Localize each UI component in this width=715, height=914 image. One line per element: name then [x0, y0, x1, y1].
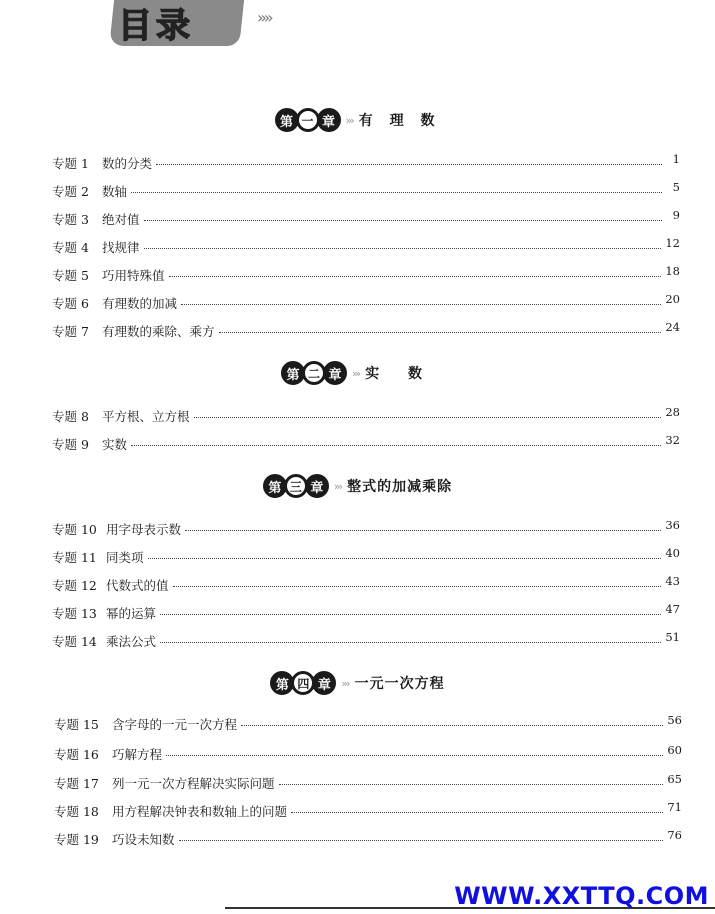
badge-char: 章	[317, 108, 341, 132]
badge-char: 章	[305, 474, 329, 498]
toc-title: 绝对值	[102, 212, 140, 227]
toc-label: 专题 3	[52, 212, 89, 227]
toc-title: 数轴	[102, 184, 128, 199]
toc-title: 实数	[102, 437, 128, 452]
toc-page-number: 76	[667, 828, 682, 842]
chapter-heading-4	[0, 671, 715, 695]
toc-label: 专题 15	[54, 717, 99, 732]
toc-title: 含字母的一元一次方程	[112, 717, 238, 732]
toc-entry[interactable]	[52, 632, 680, 650]
toc-label: 专题 11	[52, 550, 97, 565]
badge-char: 第	[275, 108, 299, 132]
toc-label: 专题 19	[54, 832, 99, 847]
toc-leader	[241, 725, 663, 726]
chapter-title: 实 数	[365, 366, 435, 382]
toc-label: 专题 10	[52, 522, 97, 537]
toc-label: 专题 1	[52, 156, 89, 171]
chapter-arrows: ›››	[345, 113, 353, 127]
toc-entry[interactable]	[54, 745, 682, 763]
toc-entry[interactable]	[52, 520, 680, 538]
toc-leader	[279, 784, 664, 785]
toc-page-number: 40	[665, 546, 680, 560]
page-header	[112, 0, 271, 46]
toc-entry[interactable]	[52, 294, 680, 312]
toc-entry[interactable]	[52, 322, 680, 340]
toc-title: 巧设未知数	[112, 832, 175, 847]
toc-title: 有理数的加减	[102, 296, 178, 311]
toc-label: 专题 9	[52, 437, 89, 452]
chapter-badge	[263, 474, 326, 498]
toc-leader	[160, 642, 661, 643]
toc-page-number: 56	[667, 713, 682, 727]
toc-page-number: 28	[665, 405, 680, 419]
toc-page-number: 18	[665, 264, 680, 278]
toc-title: 用字母表示数	[106, 522, 182, 537]
badge-char: 第	[281, 361, 305, 385]
toc-leader	[131, 192, 662, 193]
toc-label: 专题 12	[52, 578, 97, 593]
toc-title: 列一元一次方程解决实际问题	[112, 776, 275, 791]
chapter-arrows: ›››	[333, 479, 342, 493]
chapter-title: 有 理 数	[358, 113, 441, 129]
toc-label: 专题 18	[54, 804, 99, 819]
toc-leader	[144, 220, 662, 221]
toc-title: 用方程解决钟表和数轴上的问题	[112, 804, 288, 819]
badge-char: 一	[296, 108, 320, 132]
badge-char: 第	[263, 474, 287, 498]
toc-leader	[169, 276, 662, 277]
toc-page-number: 71	[667, 800, 682, 814]
toc-page-number: 60	[667, 743, 682, 757]
page-title: 目录	[118, 6, 194, 46]
toc-leader	[194, 417, 662, 418]
toc-entry[interactable]	[54, 715, 682, 733]
toc-label: 专题 13	[52, 606, 97, 621]
toc-page-number: 24	[665, 320, 680, 334]
toc-title: 平方根、立方根	[102, 409, 190, 424]
badge-char: 章	[323, 361, 347, 385]
chapter-badge	[270, 671, 333, 695]
toc-entry[interactable]	[52, 604, 680, 622]
toc-page-number: 51	[665, 630, 680, 644]
header-arrows: ››››	[257, 8, 271, 27]
badge-char: 二	[302, 361, 326, 385]
toc-entry[interactable]	[54, 830, 682, 848]
toc-label: 专题 4	[52, 240, 89, 255]
toc-title: 巧解方程	[112, 747, 163, 762]
toc-entry[interactable]	[52, 154, 680, 172]
toc-page-number: 20	[665, 292, 680, 306]
chapter-heading-2	[0, 361, 715, 385]
toc-page-number: 65	[667, 772, 682, 786]
toc-page-number: 12	[665, 236, 680, 250]
toc-entry[interactable]	[52, 407, 680, 425]
toc-entry[interactable]	[52, 266, 680, 284]
toc-entry[interactable]	[54, 802, 682, 820]
toc-label: 专题 16	[54, 747, 99, 762]
toc-page-number: 32	[665, 433, 680, 447]
toc-label: 专题 7	[52, 324, 89, 339]
toc-leader	[185, 530, 661, 531]
toc-title: 代数式的值	[106, 578, 169, 593]
watermark: WWW.XXTTQ.COM	[454, 882, 709, 910]
toc-entry[interactable]	[52, 576, 680, 594]
toc-page-number: 47	[665, 602, 680, 616]
chapter-heading-1	[0, 108, 715, 132]
badge-char: 第	[270, 671, 294, 695]
toc-title: 幂的运算	[106, 606, 157, 621]
chapter-arrows: ›››	[351, 366, 360, 380]
toc-page-number: 5	[672, 180, 680, 194]
toc-page-number: 1	[672, 152, 680, 166]
toc-leader	[181, 304, 661, 305]
badge-char: 四	[291, 671, 315, 695]
chapter-badge	[281, 361, 344, 385]
toc-title: 巧用特殊值	[102, 268, 165, 283]
chapter-arrows: ›››	[341, 676, 349, 690]
toc-title: 找规律	[102, 240, 140, 255]
badge-char: 章	[312, 671, 336, 695]
toc-leader	[219, 332, 662, 333]
toc-leader	[160, 614, 661, 615]
toc-label: 专题 17	[54, 776, 99, 791]
toc-page-number: 36	[665, 518, 680, 532]
toc-entry[interactable]	[52, 435, 680, 453]
toc-label: 专题 14	[52, 634, 97, 649]
toc-leader	[291, 812, 663, 813]
chapter-heading-3	[0, 474, 715, 498]
toc-title: 乘法公式	[106, 634, 157, 649]
toc-label: 专题 2	[52, 184, 89, 199]
toc-entry[interactable]	[52, 182, 680, 200]
badge-char: 三	[284, 474, 308, 498]
chapter-title: 一元一次方程	[354, 676, 445, 692]
toc-entry[interactable]	[52, 548, 680, 566]
toc-title: 有理数的乘除、乘方	[102, 324, 215, 339]
toc-label: 专题 6	[52, 296, 89, 311]
chapter-badge	[275, 108, 338, 132]
toc-page-number: 9	[672, 208, 680, 222]
toc-title: 同类项	[106, 550, 144, 565]
toc-title: 数的分类	[102, 156, 153, 171]
toc-leader	[173, 586, 662, 587]
toc-leader	[166, 755, 663, 756]
toc-leader	[131, 445, 661, 446]
toc-entry[interactable]	[52, 238, 680, 256]
toc-label: 专题 8	[52, 409, 89, 424]
toc-leader	[144, 248, 662, 249]
toc-leader	[179, 840, 664, 841]
toc-leader	[156, 164, 662, 165]
toc-page-number: 43	[665, 574, 680, 588]
toc-leader	[148, 558, 662, 559]
toc-entry[interactable]	[54, 774, 682, 792]
toc-label: 专题 5	[52, 268, 89, 283]
toc-entry[interactable]	[52, 210, 680, 228]
chapter-title: 整式的加减乘除	[347, 479, 453, 495]
